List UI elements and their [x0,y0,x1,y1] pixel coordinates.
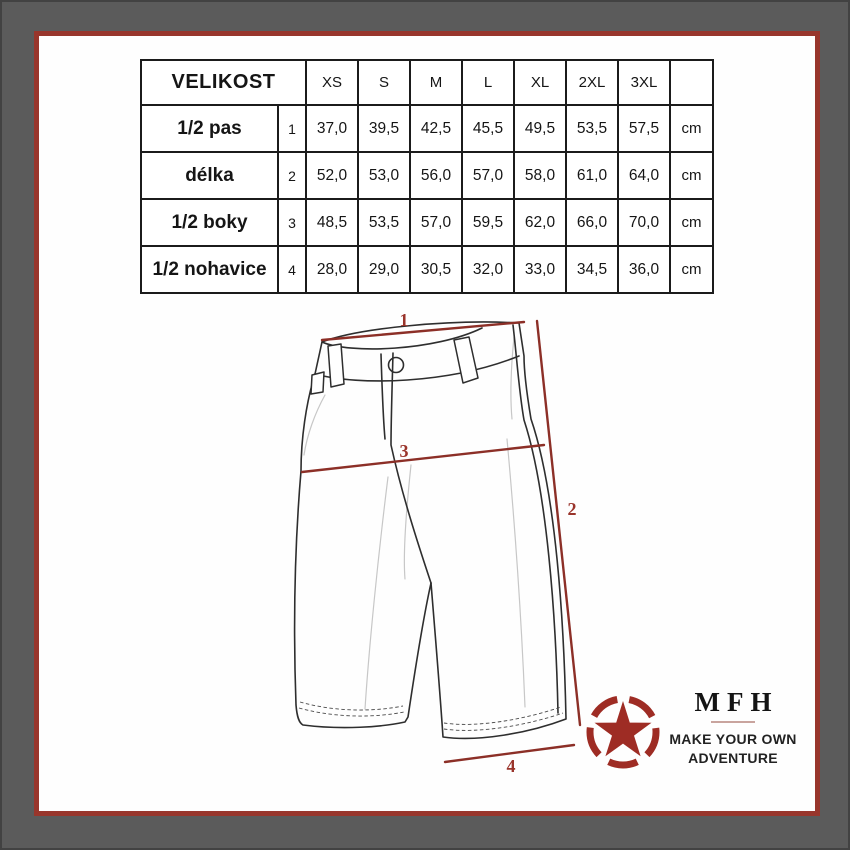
size-value-cell: 39,5 [358,105,410,152]
size-value-cell: 33,0 [514,246,566,293]
measurement-index: 3 [278,199,306,246]
unit-cell: cm [670,199,713,246]
size-column-header-3xl: 3XL [618,60,670,105]
size-value-cell: 53,0 [358,152,410,199]
size-value-cell: 34,5 [566,246,618,293]
size-column-header-l: L [462,60,514,105]
mfh-star-icon [590,699,656,765]
size-value-cell: 36,0 [618,246,670,293]
size-column-header-2xl: 2XL [566,60,618,105]
brand-name: MFH [694,687,779,717]
size-value-cell: 28,0 [306,246,358,293]
table-row-length [141,152,713,199]
unit-cell: cm [670,152,713,199]
table-header-row [141,60,713,105]
belt-loop [328,344,344,387]
size-value-cell: 49,5 [514,105,566,152]
measurement-label-1: 1 [399,310,409,330]
unit-cell: cm [670,246,713,293]
measurement-label: délka [141,152,278,199]
size-value-cell: 57,0 [462,152,514,199]
measurement-label: 1/2 boky [141,199,278,246]
size-value-cell: 59,5 [462,199,514,246]
measurement-label-2: 2 [567,499,577,519]
size-value-cell: 70,0 [618,199,670,246]
measurement-index: 1 [278,105,306,152]
size-value-cell: 32,0 [462,246,514,293]
size-value-cell: 30,5 [410,246,462,293]
size-value-cell: 62,0 [514,199,566,246]
size-value-cell: 42,5 [410,105,462,152]
size-column-header-xl: XL [514,60,566,105]
measurement-index: 2 [278,152,306,199]
measurement-label: 1/2 pas [141,105,278,152]
size-column-header-xs: XS [306,60,358,105]
size-table [140,59,714,294]
brand-divider [711,721,755,723]
size-value-cell: 53,5 [358,199,410,246]
measurement-lines [302,321,580,762]
button-icon [389,358,404,373]
measurement-label-4: 4 [506,756,516,776]
size-value-cell: 61,0 [566,152,618,199]
table-row-waist [141,105,713,152]
size-value-cell: 64,0 [618,152,670,199]
belt-loop [311,372,324,394]
measurement-label-3: 3 [399,441,409,461]
size-value-cell: 48,5 [306,199,358,246]
size-value-cell: 57,5 [618,105,670,152]
size-value-cell: 52,0 [306,152,358,199]
size-value-cell: 56,0 [410,152,462,199]
size-value-cell: 53,5 [566,105,618,152]
content-panel [34,31,820,816]
size-table-title: VELIKOST [141,60,306,105]
table-row-leg-opening [141,246,713,293]
brand-tagline-line1: MAKE YOUR OWN [669,731,797,747]
unit-column-header [670,60,713,105]
size-column-header-m: M [410,60,462,105]
belt-loop [454,337,478,383]
shorts-line-art [295,322,566,738]
length-measure-line [537,321,580,725]
brand-tagline-line2: ADVENTURE [688,750,778,766]
measurement-index: 4 [278,246,306,293]
shorts-measurement-diagram [277,307,677,785]
brand-block [659,688,807,768]
size-value-cell: 45,5 [462,105,514,152]
hip-measure-line [302,445,544,472]
size-value-cell: 58,0 [514,152,566,199]
size-value-cell: 37,0 [306,105,358,152]
table-row-hip [141,199,713,246]
size-value-cell: 29,0 [358,246,410,293]
unit-cell: cm [670,105,713,152]
size-value-cell: 66,0 [566,199,618,246]
size-column-header-s: S [358,60,410,105]
measurement-label: 1/2 nohavice [141,246,278,293]
size-value-cell: 57,0 [410,199,462,246]
